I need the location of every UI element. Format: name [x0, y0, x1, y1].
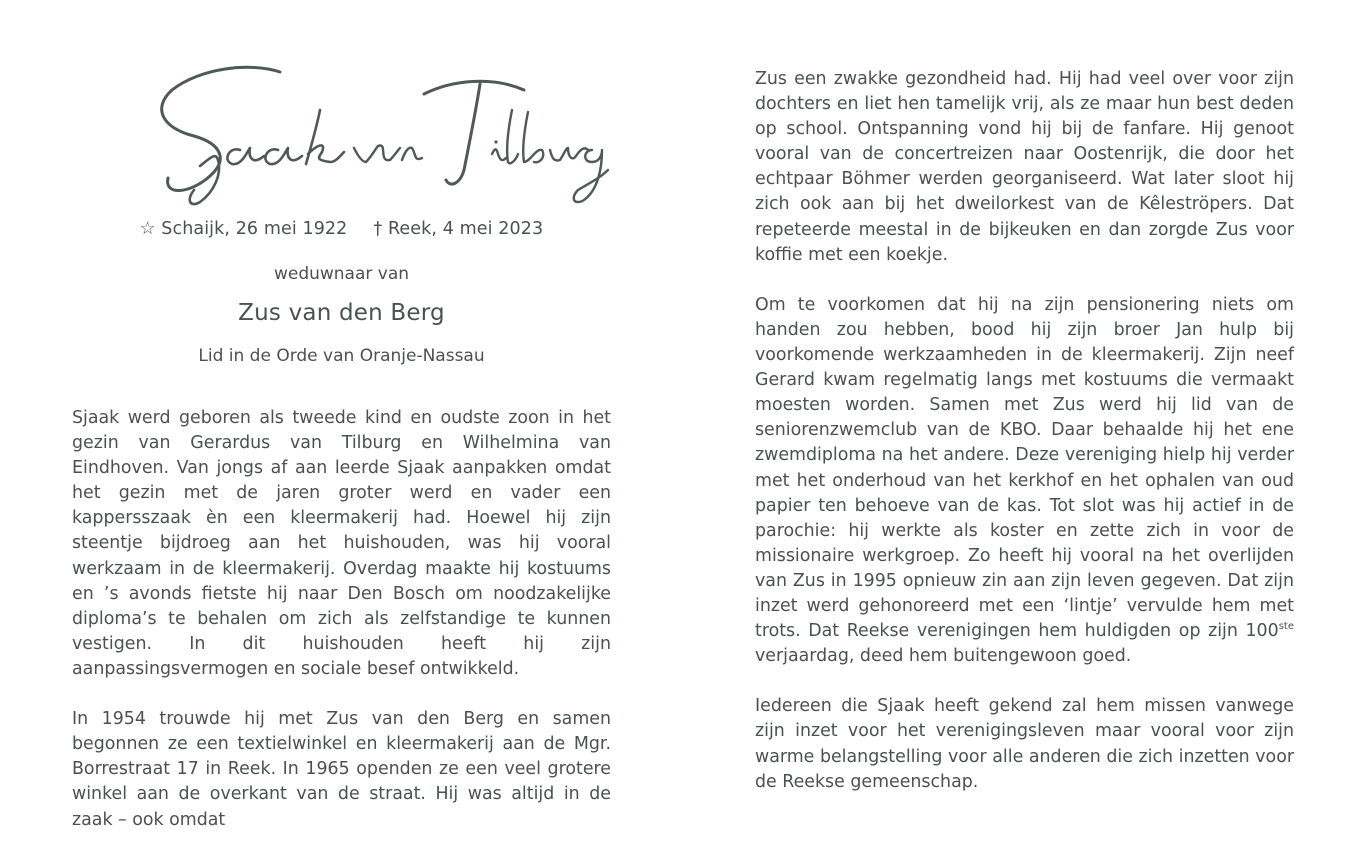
- life-dates: [72, 216, 611, 242]
- widower-label: weduwnaar van: [273, 264, 410, 284]
- name-signature: [72, 50, 611, 210]
- paragraph: Zus een zwakke gezondheid had. Hij had veel over voor zijn dochters en liet hen tamelijk vrij, als ze maar hun best deden op school. Ontspanning vond hij bij de fanfare. Hij genoot vooral van de concertreizen naar Oostenrijk, die door het echtpaar Böhmer werden georganiseerd. Wat later sloot hij zich ook aan bij het dweilorkest van de Kêleströpers. Dat repeteerde meestal in de bijkeuken en dan zorgde Zus voor koffie met een koekje.: [755, 69, 1294, 265]
- death-cross-icon: †: [373, 219, 383, 239]
- paragraph-text: verjaardag, deed hem buitengewoon goed.: [755, 646, 1132, 667]
- right-column: [755, 67, 1294, 795]
- ordinal-suffix: ste: [1278, 621, 1294, 633]
- paragraph: Iedereen die Sjaak heeft gekend zal hem missen vanwege zijn inzet voor het verenigingsleven maar vooral voor zijn warme belangstelling voor alle anderen die zich inzetten voor de Reekse gemeenschap.: [755, 696, 1294, 792]
- paragraph-text: Om te voorkomen dat hij na zijn pensionering niets om handen zou hebben, bood hij zijn broer Jan hulp bij voorkomende werkzaamheden in de kleermakerij. Zijn neef Gerard kwam regelmatig langs met kostuums die vermaakt moesten worden. Samen met Zus werd hij lid van de seniorenzwemclub van de KBO. Daar behaalde hij het ene zwemdiploma na het andere. Deze vereniging hielp hij verder met het onderhoud van het kerkhof en het ophalen van oud papier ten behoeve van de kas. Tot slot was hij actief in de parochie: hij werkte als koster en zette zich in voor de missionaire werkgroep. Zo heeft hij vooral na het overlijden van Zus in 1995 opnieuw zin aan zijn leven gegeven. Dat zijn inzet werd gehonoreerd met een ‘lintje’ vervulde hem met trots. Dat Reekse verenigingen hem huldigden op zijn 100: [755, 294, 1294, 642]
- paragraph: Sjaak werd geboren als tweede kind en oudste zoon in het gezin van Gerardus van Tilburg en Wilhelmina van Eindhoven. Van jongs af aan leerde Sjaak aanpakken omdat het gezin met de jaren groter werd en vader een kappersszaak èn een kleermakerij had. Hoewel hij zijn steentje bijdroeg aan het huishouden, was hij vooral werkzaam in de kleermakerij. Overdag maakte hij kostuums en ’s avonds fietste hij naar Den Bosch om noodzakelijke diploma’s te behalen om zich als zelfstandige te kunnen vestigen. In dit huishouden heeft hij zijn aanpassingsvermogen en sociale besef ontwikkeld.: [72, 408, 611, 679]
- spouse-name: Zus van den Berg: [238, 300, 445, 326]
- honor-line: Lid in de Orde van Oranje-Nassau: [198, 346, 485, 366]
- paragraph: In 1954 trouwde hij met Zus van den Berg en samen begonnen ze een textielwinkel en kleermakerij aan de Mgr. Borrestraat 17 in Reek. In 1965 openden ze een veel grotere winkel aan de overkant van de straat. Hij was altijd in de zaak – ook omdat: [72, 709, 611, 830]
- birth-date: Schaijk, 26 mei 1922: [161, 219, 348, 239]
- signature-graphic: [72, 50, 611, 210]
- paragraph: [755, 293, 1294, 669]
- left-column: [72, 50, 611, 833]
- death-date: Reek, 4 mei 2023: [387, 219, 544, 239]
- birth-star-icon: ☆: [139, 219, 156, 239]
